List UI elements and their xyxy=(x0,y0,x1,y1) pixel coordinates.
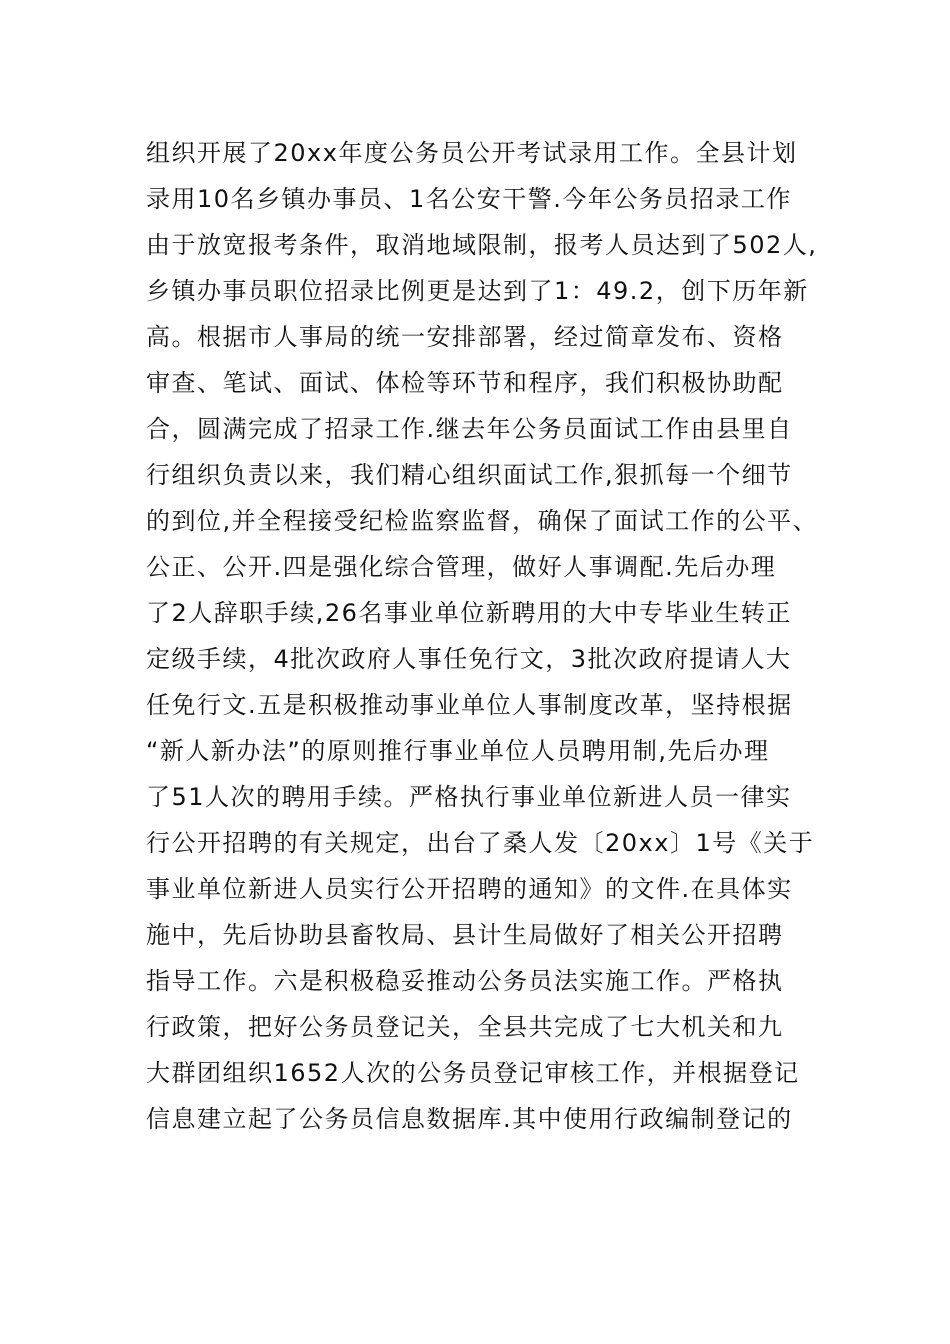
text-line-5: 高。根据市人事局的统一安排部署，经过简章发布、资格 xyxy=(146,323,784,351)
text-line-4: 乡镇办事员职位招录比例更是达到了1：49.2，创下历年新 xyxy=(146,277,809,305)
text-line-22: 信息建立起了公务员信息数据库.其中使用行政编制登记的 xyxy=(146,1105,793,1133)
text-line-15: 了51人次的聘用手续。严格执行事业单位新进人员一律实 xyxy=(146,783,792,811)
text-line-20: 行政策，把好公务员登记关，全县共完成了七大机关和九 xyxy=(146,1013,784,1041)
text-line-17: 事业单位新进人员实行公开招聘的通知》的文件.在具体实 xyxy=(146,875,793,903)
text-line-7: 合，圆满完成了招录工作.继去年公务员面试工作由县里自 xyxy=(146,415,793,443)
text-line-18: 施中，先后协助县畜牧局、县计生局做好了相关公开招聘 xyxy=(146,921,784,949)
body-text xyxy=(146,130,846,1142)
text-line-19: 指导工作。六是积极稳妥推动公务员法实施工作。严格执 xyxy=(146,967,784,995)
text-line-1: 组织开展了20xx年度公务员公开考试录用工作。全县计划 xyxy=(146,139,798,167)
text-line-3: 由于放宽报考条件，取消地域限制，报考人员达到了502人, xyxy=(146,231,818,259)
text-line-10: 公正、公开.四是强化综合管理，做好人事调配.先后办理 xyxy=(146,553,777,581)
text-line-9: 的到位,并全程接受纪检监察监督，确保了面试工作的公平、 xyxy=(146,507,819,535)
text-line-11: 了2人辞职手续,26名事业单位新聘用的大中专毕业生转正 xyxy=(146,599,792,627)
text-line-12: 定级手续，4批次政府人事任免行文，3批次政府提请人大 xyxy=(146,645,792,673)
text-line-14: “新人新办法”的原则推行事业单位人员聘用制,先后办理 xyxy=(146,737,770,765)
text-line-16: 行公开招聘的有关规定，出台了桑人发〔20xx〕1号《关于 xyxy=(146,829,815,857)
text-line-6: 审查、笔试、面试、体检等环节和程序，我们积极协助配 xyxy=(146,369,784,397)
text-line-2: 录用10名乡镇办事员、1名公安干警.今年公务员招录工作 xyxy=(146,185,792,213)
text-line-8: 行组织负责以来，我们精心组织面试工作,狠抓每一个细节 xyxy=(146,461,793,489)
text-line-13: 任免行文.五是积极推动事业单位人事制度改革，坚持根据 xyxy=(146,691,793,719)
text-line-21: 大群团组织1652人次的公务员登记审核工作，并根据登记 xyxy=(146,1059,800,1087)
